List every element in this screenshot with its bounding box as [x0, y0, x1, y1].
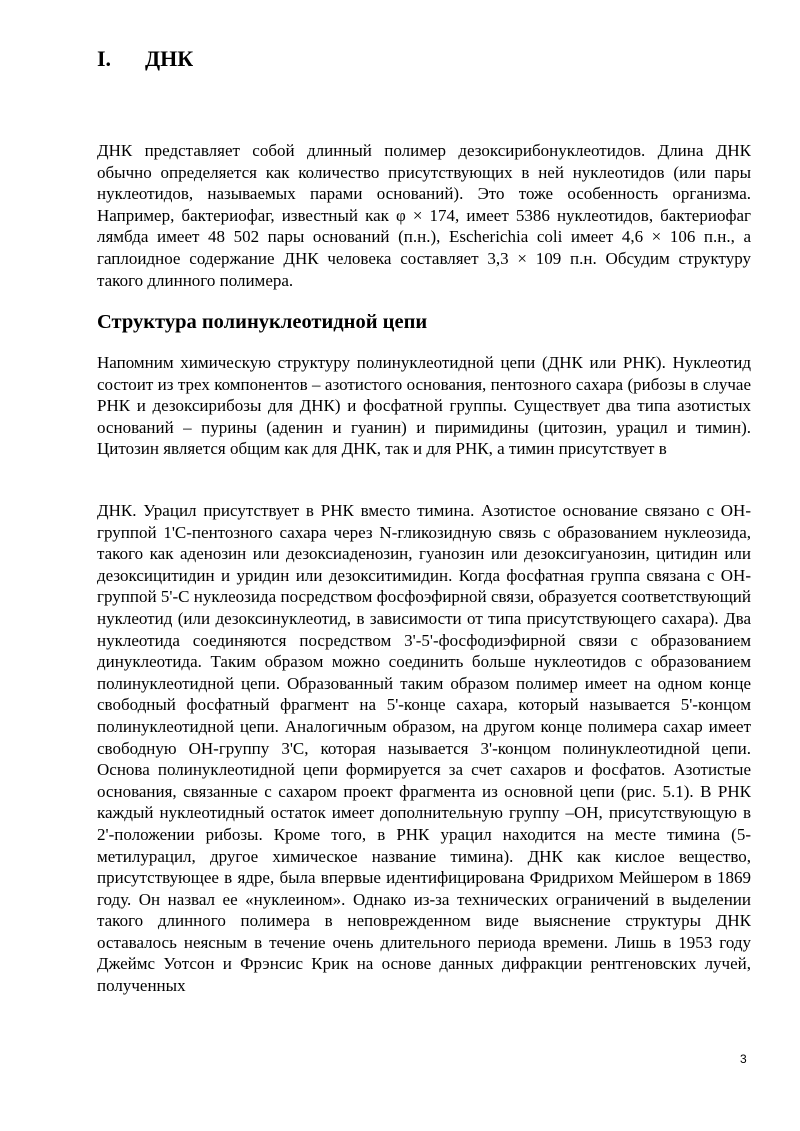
- page-number: 3: [740, 1052, 747, 1066]
- section-number: I.: [97, 46, 112, 71]
- structure-paragraph-1: Напомним химическую структуру полинуклеотидной цепи (ДНК или РНК). Нуклеотид состоит из трех компонентов – азотистого основания, пентозного сахара (рибозы в случае РНК и дезоксирибозы для ДНК) и фосфатной группы. Существует два типа азотистых оснований – пурины (аденин и гуанин) и пиримидины (цитозин, урацил и тимин). Цитозин является общим как для ДНК, так и для РНК, а тимин присутствует в: [97, 353, 751, 459]
- section-heading: [97, 46, 193, 72]
- subsection-heading: Структура полинуклеотидной цепи: [97, 311, 428, 333]
- intro-paragraph: ДНК представляет собой длинный полимер дезоксирибонуклеотидов. Длина ДНК обычно определяется как количество присутствующих в ней нуклеотидов (или пары нуклеотидов, называемых парами оснований). Это тоже особенность организма. Например, бактериофаг, известный как φ × 174, имеет 5386 нуклеотидов, бактериофаг лямбда имеет 48 502 пары оснований (п.н.), Escherichia coli имеет 4,6 × 106 п.н., а гаплоидное содержание ДНК человека составляет 3,3 × 109 п.н. Обсудим структуру такого длинного полимера.: [97, 141, 751, 290]
- section-title: ДНК: [145, 46, 194, 71]
- structure-paragraph-2: ДНК. Урацил присутствует в РНК вместо тимина. Азотистое основание связано с ОН-группой 1'С-пентозного сахара через N-гликозидную связь с образованием нуклеозида, такого как аденозин или дезоксиаденозин, гуанозин или дезоксигуанозин, цитидин или дезоксицитидин и уридин или дезокситимидин. Когда фосфатная группа связана с ОН-группой 5'-С нуклеозида посредством фосфоэфирной связи, образуется соответствующий нуклеотид (или дезоксинуклеотид, в зависимости от типа присутствующего сахара). Два нуклеотида соединяются посредством 3'-5'-фосфодиэфирной связи с образованием динуклеотида. Таким образом можно соединить больше нуклеотидов с образованием полинуклеотидной цепи. Образованный таким образом полимер имеет на одном конце свободный фосфатный фрагмент на 5'-конце сахара, который называется 5'-концом полинуклеотидной цепи. Аналогичным образом, на другом конце полимера сахар имеет свободную ОН-группу 3'С, которая называется 3'-концом полинуклеотидной цепи. Основа полинуклеотидной цепи формируется за счет сахаров и фосфатов. Азотистые основания, связанные с сахаром проект фрагмента из основной цепи (рис. 5.1). В РНК каждый нуклеотидный остаток имеет дополнительную группу –ОН, присутствующую в 2'-положении рибозы. Кроме того, в РНК урацил находится на месте тимина (5-метилурацил, другое химическое название тимина). ДНК как кислое вещество, присутствующее в ядре, была впервые идентифицирована Фридрихом Мейшером в 1869 году. Он назвал ее «нуклеином». Однако из-за технических ограничений в выделении такого длинного полимера в неповрежденном виде выяснение структуры ДНК оставалось неясным в течение очень длительного периода времени. Лишь в 1953 году Джеймс Уотсон и Фрэнсис Крик на основе данных дифракции рентгеновских лучей, полученных: [97, 501, 751, 996]
